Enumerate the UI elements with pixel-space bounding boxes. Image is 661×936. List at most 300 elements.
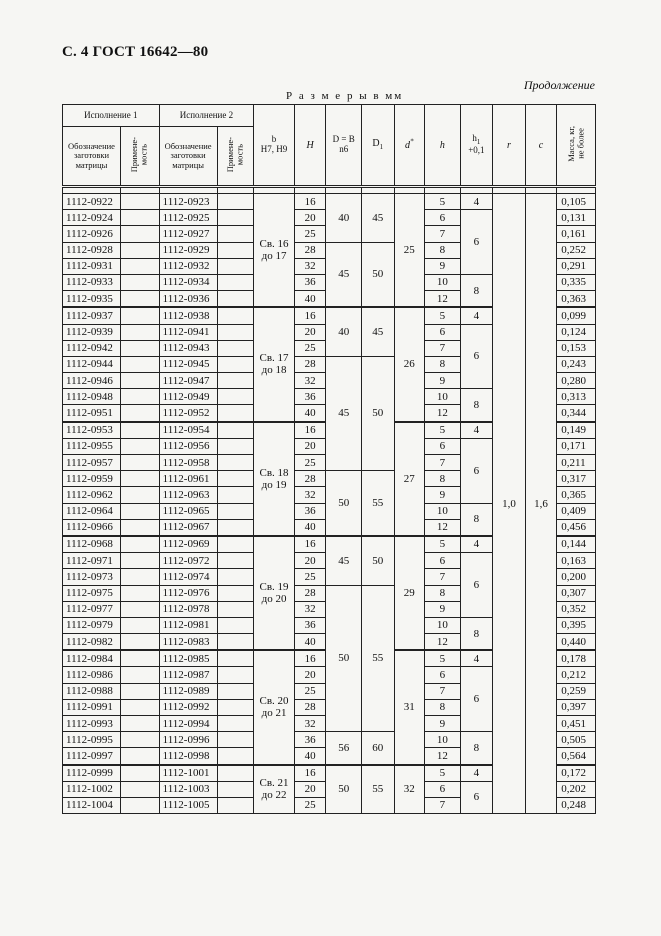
applicability-2-cell	[217, 258, 254, 274]
H-cell: 16	[294, 765, 326, 782]
D1-cell: 55	[361, 765, 394, 814]
H-cell: 36	[294, 503, 326, 519]
mass-cell: 0,144	[557, 536, 596, 553]
applicability-1-cell	[120, 503, 159, 519]
mass-cell: 0,172	[557, 765, 596, 782]
H-cell: 25	[294, 455, 326, 471]
H-cell: 40	[294, 748, 326, 765]
h-cell: 9	[425, 601, 461, 617]
h-cell: 5	[425, 422, 461, 439]
designation-1-cell: 1112-0995	[63, 732, 121, 748]
h-cell: 6	[425, 781, 461, 797]
h-cell: 10	[425, 617, 461, 633]
mass-cell: 0,307	[557, 585, 596, 601]
designation-2-cell: 1112-0961	[159, 471, 217, 487]
designation-2-cell: 1112-0994	[159, 716, 217, 732]
mass-cell: 0,363	[557, 291, 596, 308]
header-H: H	[294, 105, 326, 187]
mass-cell: 0,505	[557, 732, 596, 748]
H-cell: 20	[294, 210, 326, 226]
h1-cell: 8	[460, 503, 493, 536]
mass-cell: 0,564	[557, 748, 596, 765]
h-cell: 8	[425, 585, 461, 601]
h-cell: 5	[425, 536, 461, 553]
h-cell: 5	[425, 194, 461, 210]
designation-2-cell: 1112-0927	[159, 226, 217, 242]
mass-cell: 0,163	[557, 553, 596, 569]
applicability-2-cell	[217, 356, 254, 372]
mass-cell: 0,456	[557, 519, 596, 536]
H-cell: 16	[294, 422, 326, 439]
applicability-2-cell	[217, 797, 254, 813]
applicability-2-cell	[217, 536, 254, 553]
designation-2-cell: 1112-0985	[159, 650, 217, 667]
designation-2-cell: 1112-0987	[159, 667, 217, 683]
H-cell: 40	[294, 291, 326, 308]
header-applicability-1: Примене- мость	[120, 127, 159, 187]
designation-1-cell: 1112-0957	[63, 455, 121, 471]
applicability-1-cell	[120, 373, 159, 389]
applicability-2-cell	[217, 617, 254, 633]
mass-cell: 0,171	[557, 438, 596, 454]
designation-2-cell: 1112-0947	[159, 373, 217, 389]
applicability-1-cell	[120, 340, 159, 356]
h-cell: 10	[425, 732, 461, 748]
designation-2-cell: 1112-0952	[159, 405, 217, 422]
H-cell: 20	[294, 781, 326, 797]
H-cell: 28	[294, 356, 326, 372]
mass-cell: 0,212	[557, 667, 596, 683]
h-cell: 10	[425, 274, 461, 290]
applicability-1-cell	[120, 765, 159, 782]
applicability-1-cell	[120, 242, 159, 258]
h-cell: 6	[425, 210, 461, 226]
applicability-1-cell	[120, 356, 159, 372]
d-cell: 27	[394, 422, 425, 536]
designation-1-cell: 1112-0966	[63, 519, 121, 536]
applicability-2-cell	[217, 210, 254, 226]
header-applicability-2: Примене- мость	[217, 127, 254, 187]
designation-2-cell: 1112-0983	[159, 634, 217, 651]
h1-cell: 6	[460, 438, 493, 503]
h-cell: 7	[425, 226, 461, 242]
mass-cell: 0,313	[557, 389, 596, 405]
designation-1-cell: 1112-0999	[63, 765, 121, 782]
designation-1-cell: 1112-1004	[63, 797, 121, 813]
h-cell: 8	[425, 471, 461, 487]
applicability-1-cell	[120, 667, 159, 683]
header-d: d*	[394, 105, 425, 187]
mass-cell: 0,178	[557, 650, 596, 667]
designation-2-cell: 1112-0992	[159, 699, 217, 715]
H-cell: 32	[294, 716, 326, 732]
header-b: b H7, H9	[254, 105, 295, 187]
designation-2-cell: 1112-0943	[159, 340, 217, 356]
designation-1-cell: 1112-0946	[63, 373, 121, 389]
h-cell: 7	[425, 683, 461, 699]
h-cell: 12	[425, 519, 461, 536]
D-cell: 50	[326, 471, 362, 536]
mass-cell: 0,335	[557, 274, 596, 290]
D1-cell: 55	[361, 471, 394, 536]
designation-1-cell: 1112-0993	[63, 716, 121, 732]
h1-cell: 4	[460, 422, 493, 439]
applicability-2-cell	[217, 781, 254, 797]
applicability-2-cell	[217, 422, 254, 439]
designation-1-cell: 1112-0924	[63, 210, 121, 226]
applicability-1-cell	[120, 455, 159, 471]
d-cell: 26	[394, 307, 425, 421]
applicability-1-cell	[120, 194, 159, 210]
designation-2-cell: 1112-0998	[159, 748, 217, 765]
h-cell: 6	[425, 667, 461, 683]
b-cell: Св. 20 до 21	[254, 650, 295, 764]
h-cell: 12	[425, 405, 461, 422]
mass-cell: 0,317	[557, 471, 596, 487]
header-mass: Масса, кг, не более	[557, 105, 596, 187]
h1-cell: 8	[460, 274, 493, 307]
D-cell: 56	[326, 732, 362, 765]
h-cell: 9	[425, 373, 461, 389]
table-row	[63, 194, 596, 210]
header-D: D = B n6	[326, 105, 362, 187]
designation-2-cell: 1112-0936	[159, 291, 217, 308]
header-isp2: Исполнение 2	[159, 105, 254, 127]
continuation-label: Продолжение	[523, 78, 595, 92]
H-cell: 28	[294, 585, 326, 601]
mass-cell: 0,409	[557, 503, 596, 519]
h-cell: 10	[425, 503, 461, 519]
h-cell: 12	[425, 291, 461, 308]
designation-1-cell: 1112-0944	[63, 356, 121, 372]
applicability-2-cell	[217, 699, 254, 715]
applicability-2-cell	[217, 324, 254, 340]
applicability-2-cell	[217, 683, 254, 699]
applicability-2-cell	[217, 716, 254, 732]
applicability-2-cell	[217, 634, 254, 651]
H-cell: 20	[294, 324, 326, 340]
H-cell: 25	[294, 340, 326, 356]
designation-2-cell: 1112-0989	[159, 683, 217, 699]
H-cell: 40	[294, 634, 326, 651]
h-cell: 5	[425, 650, 461, 667]
applicability-1-cell	[120, 389, 159, 405]
h-cell: 7	[425, 569, 461, 585]
mass-cell: 0,451	[557, 716, 596, 732]
applicability-1-cell	[120, 438, 159, 454]
designation-1-cell: 1112-0962	[63, 487, 121, 503]
mass-cell: 0,243	[557, 356, 596, 372]
H-cell: 32	[294, 601, 326, 617]
mass-cell: 0,395	[557, 617, 596, 633]
mass-cell: 0,291	[557, 258, 596, 274]
designation-1-cell: 1112-0971	[63, 553, 121, 569]
designation-1-cell: 1112-0959	[63, 471, 121, 487]
header-r: r	[493, 105, 526, 187]
h-cell: 8	[425, 242, 461, 258]
b-cell: Св. 19 до 20	[254, 536, 295, 650]
H-cell: 28	[294, 471, 326, 487]
header-h: h	[425, 105, 461, 187]
d-cell: 29	[394, 536, 425, 650]
H-cell: 28	[294, 242, 326, 258]
h-cell: 6	[425, 324, 461, 340]
mass-cell: 0,153	[557, 340, 596, 356]
applicability-2-cell	[217, 585, 254, 601]
h1-cell: 6	[460, 324, 493, 389]
applicability-2-cell	[217, 242, 254, 258]
applicability-2-cell	[217, 765, 254, 782]
mass-cell: 0,105	[557, 194, 596, 210]
h1-cell: 8	[460, 617, 493, 650]
applicability-2-cell	[217, 471, 254, 487]
d-cell: 25	[394, 194, 425, 308]
designation-2-cell: 1112-0996	[159, 732, 217, 748]
designation-1-cell: 1112-0997	[63, 748, 121, 765]
designation-1-cell: 1112-1002	[63, 781, 121, 797]
applicability-2-cell	[217, 732, 254, 748]
mass-cell: 0,099	[557, 307, 596, 324]
H-cell: 25	[294, 683, 326, 699]
applicability-2-cell	[217, 226, 254, 242]
designation-2-cell: 1112-0978	[159, 601, 217, 617]
designation-2-cell: 1112-0976	[159, 585, 217, 601]
applicability-1-cell	[120, 797, 159, 813]
h1-cell: 6	[460, 553, 493, 618]
h1-cell: 8	[460, 389, 493, 422]
designation-2-cell: 1112-0972	[159, 553, 217, 569]
H-cell: 20	[294, 667, 326, 683]
h-cell: 5	[425, 765, 461, 782]
b-cell: Св. 18 до 19	[254, 422, 295, 536]
h1-cell: 6	[460, 210, 493, 275]
applicability-2-cell	[217, 601, 254, 617]
applicability-2-cell	[217, 650, 254, 667]
H-cell: 16	[294, 307, 326, 324]
applicability-2-cell	[217, 274, 254, 290]
designation-1-cell: 1112-0955	[63, 438, 121, 454]
designation-1-cell: 1112-0939	[63, 324, 121, 340]
applicability-1-cell	[120, 258, 159, 274]
matrix-blank-table	[62, 104, 596, 814]
applicability-2-cell	[217, 519, 254, 536]
designation-1-cell: 1112-0931	[63, 258, 121, 274]
mass-cell: 0,440	[557, 634, 596, 651]
h-cell: 8	[425, 699, 461, 715]
h-cell: 7	[425, 340, 461, 356]
H-cell: 16	[294, 194, 326, 210]
designation-2-cell: 1112-0967	[159, 519, 217, 536]
designation-1-cell: 1112-0942	[63, 340, 121, 356]
h1-cell: 8	[460, 732, 493, 765]
mass-cell: 0,365	[557, 487, 596, 503]
designation-2-cell: 1112-0923	[159, 194, 217, 210]
H-cell: 25	[294, 797, 326, 813]
h-cell: 12	[425, 748, 461, 765]
h-cell: 12	[425, 634, 461, 651]
mass-cell: 0,352	[557, 601, 596, 617]
h-cell: 7	[425, 455, 461, 471]
designation-1-cell: 1112-0935	[63, 291, 121, 308]
h1-cell: 4	[460, 194, 493, 210]
applicability-2-cell	[217, 194, 254, 210]
applicability-2-cell	[217, 487, 254, 503]
applicability-1-cell	[120, 732, 159, 748]
designation-1-cell: 1112-0977	[63, 601, 121, 617]
D-cell: 45	[326, 356, 362, 470]
mass-cell: 0,200	[557, 569, 596, 585]
mass-cell: 0,149	[557, 422, 596, 439]
designation-1-cell: 1112-0933	[63, 274, 121, 290]
designation-2-cell: 1112-0941	[159, 324, 217, 340]
designation-1-cell: 1112-0982	[63, 634, 121, 651]
header-D1: $D_1$	[361, 105, 394, 187]
applicability-1-cell	[120, 569, 159, 585]
D1-cell: 60	[361, 732, 394, 765]
designation-2-cell: 1112-1003	[159, 781, 217, 797]
D1-cell: 45	[361, 194, 394, 243]
D-cell: 45	[326, 536, 362, 585]
designation-2-cell: 1112-0958	[159, 455, 217, 471]
header-designation-2: Обозначение заготовки матрицы	[159, 127, 217, 187]
header-isp1: Исполнение 1	[63, 105, 160, 127]
applicability-2-cell	[217, 389, 254, 405]
applicability-1-cell	[120, 601, 159, 617]
h-cell: 5	[425, 307, 461, 324]
H-cell: 36	[294, 389, 326, 405]
applicability-2-cell	[217, 405, 254, 422]
applicability-1-cell	[120, 324, 159, 340]
designation-1-cell: 1112-0979	[63, 617, 121, 633]
applicability-2-cell	[217, 307, 254, 324]
applicability-1-cell	[120, 716, 159, 732]
h-cell: 9	[425, 716, 461, 732]
designation-2-cell: 1112-0925	[159, 210, 217, 226]
designation-2-cell: 1112-0965	[159, 503, 217, 519]
h1-cell: 6	[460, 667, 493, 732]
designation-2-cell: 1112-0929	[159, 242, 217, 258]
applicability-1-cell	[120, 519, 159, 536]
designation-2-cell: 1112-0932	[159, 258, 217, 274]
D1-cell: 50	[361, 356, 394, 470]
H-cell: 40	[294, 519, 326, 536]
designation-1-cell: 1112-0928	[63, 242, 121, 258]
D-cell: 50	[326, 765, 362, 814]
mass-cell: 0,397	[557, 699, 596, 715]
applicability-2-cell	[217, 748, 254, 765]
h1-cell: 6	[460, 781, 493, 813]
page-header: С. 4 ГОСТ 16642—80	[62, 44, 209, 60]
designation-1-cell: 1112-0953	[63, 422, 121, 439]
h1-cell: 4	[460, 650, 493, 667]
H-cell: 16	[294, 650, 326, 667]
designation-1-cell: 1112-0973	[63, 569, 121, 585]
applicability-1-cell	[120, 471, 159, 487]
applicability-1-cell	[120, 748, 159, 765]
applicability-1-cell	[120, 405, 159, 422]
designation-2-cell: 1112-0954	[159, 422, 217, 439]
h-cell: 10	[425, 389, 461, 405]
H-cell: 25	[294, 569, 326, 585]
designation-2-cell: 1112-0963	[159, 487, 217, 503]
applicability-2-cell	[217, 438, 254, 454]
header-h1: $h_1$ +0,1	[460, 105, 493, 187]
applicability-1-cell	[120, 683, 159, 699]
applicability-2-cell	[217, 340, 254, 356]
applicability-1-cell	[120, 634, 159, 651]
mass-cell: 0,344	[557, 405, 596, 422]
designation-1-cell: 1112-0984	[63, 650, 121, 667]
applicability-1-cell	[120, 553, 159, 569]
D-cell: 40	[326, 194, 362, 243]
designation-2-cell: 1112-0969	[159, 536, 217, 553]
applicability-1-cell	[120, 699, 159, 715]
applicability-2-cell	[217, 569, 254, 585]
applicability-1-cell	[120, 536, 159, 553]
r-cell: 1,0	[493, 194, 526, 814]
applicability-2-cell	[217, 553, 254, 569]
designation-2-cell: 1112-0981	[159, 617, 217, 633]
H-cell: 40	[294, 405, 326, 422]
mass-cell: 0,259	[557, 683, 596, 699]
designation-2-cell: 1112-0974	[159, 569, 217, 585]
applicability-1-cell	[120, 487, 159, 503]
h-cell: 7	[425, 797, 461, 813]
h-cell: 6	[425, 553, 461, 569]
d-cell: 31	[394, 650, 425, 764]
h1-cell: 4	[460, 536, 493, 553]
designation-1-cell: 1112-0991	[63, 699, 121, 715]
c-cell: 1,6	[525, 194, 557, 814]
applicability-2-cell	[217, 373, 254, 389]
applicability-1-cell	[120, 422, 159, 439]
h-cell: 6	[425, 438, 461, 454]
H-cell: 20	[294, 438, 326, 454]
D1-cell: 50	[361, 536, 394, 585]
designation-1-cell: 1112-0968	[63, 536, 121, 553]
mass-cell: 0,280	[557, 373, 596, 389]
applicability-1-cell	[120, 274, 159, 290]
designation-1-cell: 1112-0975	[63, 585, 121, 601]
b-cell: Св. 17 до 18	[254, 307, 295, 421]
applicability-2-cell	[217, 455, 254, 471]
H-cell: 25	[294, 226, 326, 242]
header-designation-1: Обозначение заготовки матрицы	[63, 127, 121, 187]
designation-1-cell: 1112-0948	[63, 389, 121, 405]
designation-1-cell: 1112-0988	[63, 683, 121, 699]
H-cell: 16	[294, 536, 326, 553]
h1-cell: 4	[460, 765, 493, 782]
h1-cell: 4	[460, 307, 493, 324]
applicability-1-cell	[120, 226, 159, 242]
designation-2-cell: 1112-1001	[159, 765, 217, 782]
mass-cell: 0,124	[557, 324, 596, 340]
applicability-1-cell	[120, 210, 159, 226]
d-cell: 32	[394, 765, 425, 814]
applicability-2-cell	[217, 503, 254, 519]
mass-cell: 0,202	[557, 781, 596, 797]
designation-2-cell: 1112-0934	[159, 274, 217, 290]
H-cell: 20	[294, 553, 326, 569]
H-cell: 32	[294, 258, 326, 274]
applicability-1-cell	[120, 781, 159, 797]
table-body	[63, 194, 596, 814]
mass-cell: 0,161	[557, 226, 596, 242]
mass-cell: 0,131	[557, 210, 596, 226]
h-cell: 9	[425, 258, 461, 274]
applicability-1-cell	[120, 291, 159, 308]
D1-cell: 45	[361, 307, 394, 356]
